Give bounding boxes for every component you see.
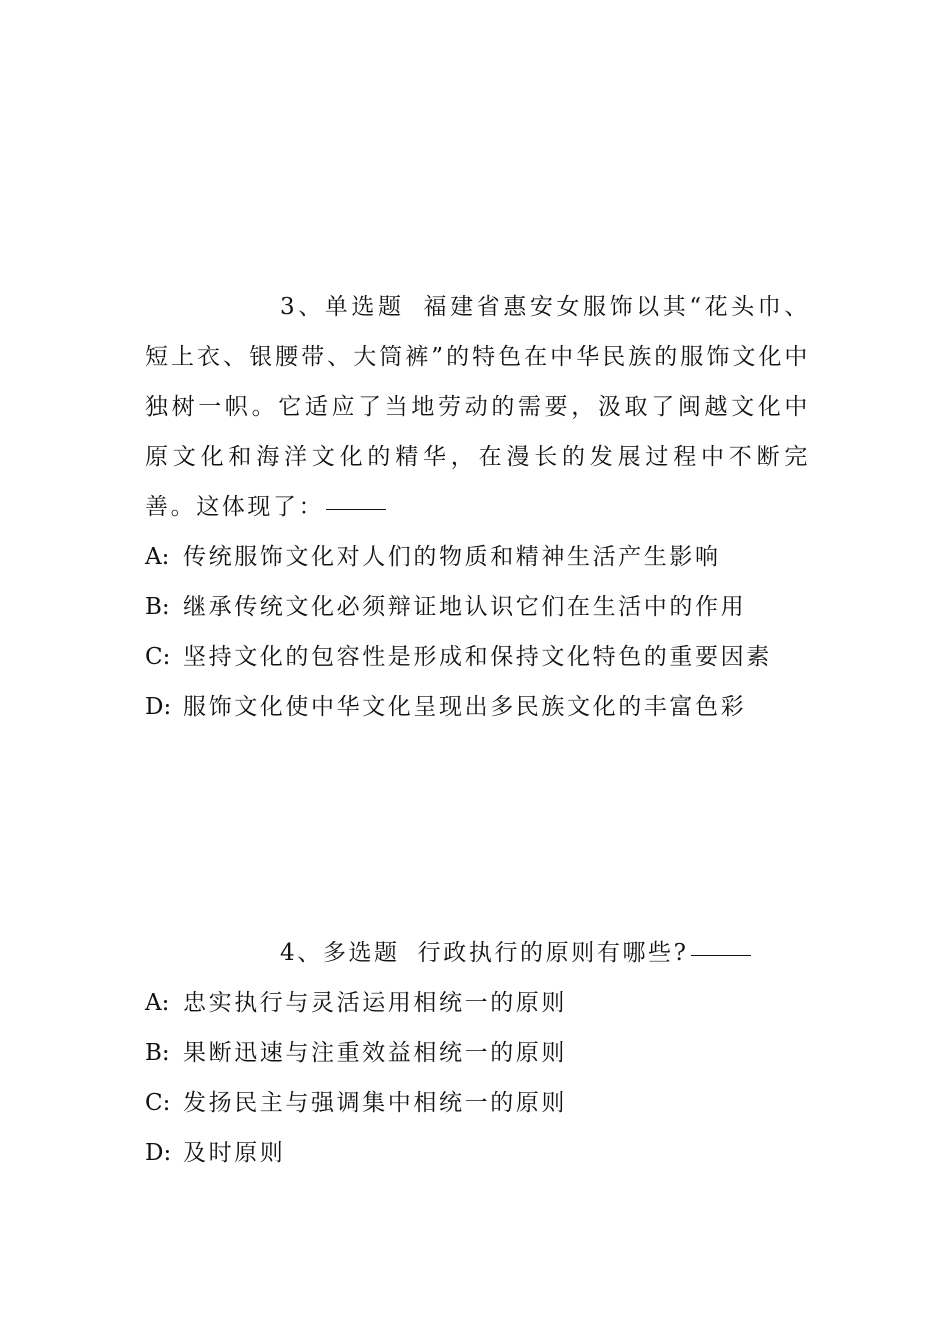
question-stem <box>145 282 810 532</box>
option-a <box>145 532 810 582</box>
option-text: 服饰文化使中华文化呈现出多民族文化的丰富色彩 <box>183 694 747 720</box>
option-text: 忠实执行与灵活运用相统一的原则 <box>183 990 567 1016</box>
option-text: 继承传统文化必须辩证地认识它们在生活中的作用 <box>183 594 747 620</box>
option-c <box>145 632 810 682</box>
option-key: D: <box>145 1140 172 1166</box>
option-list <box>145 532 810 732</box>
option-b <box>145 1028 810 1078</box>
answer-blank <box>326 509 386 510</box>
option-list <box>145 978 810 1178</box>
option-key: C: <box>145 644 171 670</box>
question-type: 多选题 <box>322 940 400 966</box>
option-key: B: <box>145 594 170 620</box>
question-text: 福建省惠安女服饰以其“花头巾、短上衣、银腰带、大筒裤”的特色在中华民族的服饰文化中独树一帜。它适应了当地劳动的需要，汲取了闽越文化中原文化和海洋文化的精华，在漫长的发展过程中不断完善。这体现了： <box>145 294 810 520</box>
option-key: B: <box>145 1040 170 1066</box>
question-text: 行政执行的原则有哪些? <box>417 940 689 966</box>
option-text: 发扬民主与强调集中相统一的原则 <box>183 1090 567 1116</box>
question-number: 4、 <box>280 940 323 966</box>
option-key: A: <box>145 544 170 570</box>
option-a <box>145 978 810 1028</box>
option-c <box>145 1078 810 1128</box>
option-text: 传统服饰文化对人们的物质和精神生活产生影响 <box>183 544 721 570</box>
question-number: 3、 <box>280 294 325 320</box>
option-d <box>145 682 810 732</box>
question-4 <box>145 928 810 1178</box>
option-text: 果断迅速与注重效益相统一的原则 <box>183 1040 567 1066</box>
question-type: 单选题 <box>324 294 405 320</box>
answer-blank <box>691 955 751 956</box>
question-stem <box>145 928 810 978</box>
option-key: D: <box>145 694 172 720</box>
option-key: A: <box>145 990 170 1016</box>
option-b <box>145 582 810 632</box>
option-d <box>145 1128 810 1178</box>
option-key: C: <box>145 1090 171 1116</box>
option-text: 坚持文化的包容性是形成和保持文化特色的重要因素 <box>183 644 772 670</box>
option-text: 及时原则 <box>183 1140 286 1166</box>
question-3 <box>145 282 810 732</box>
